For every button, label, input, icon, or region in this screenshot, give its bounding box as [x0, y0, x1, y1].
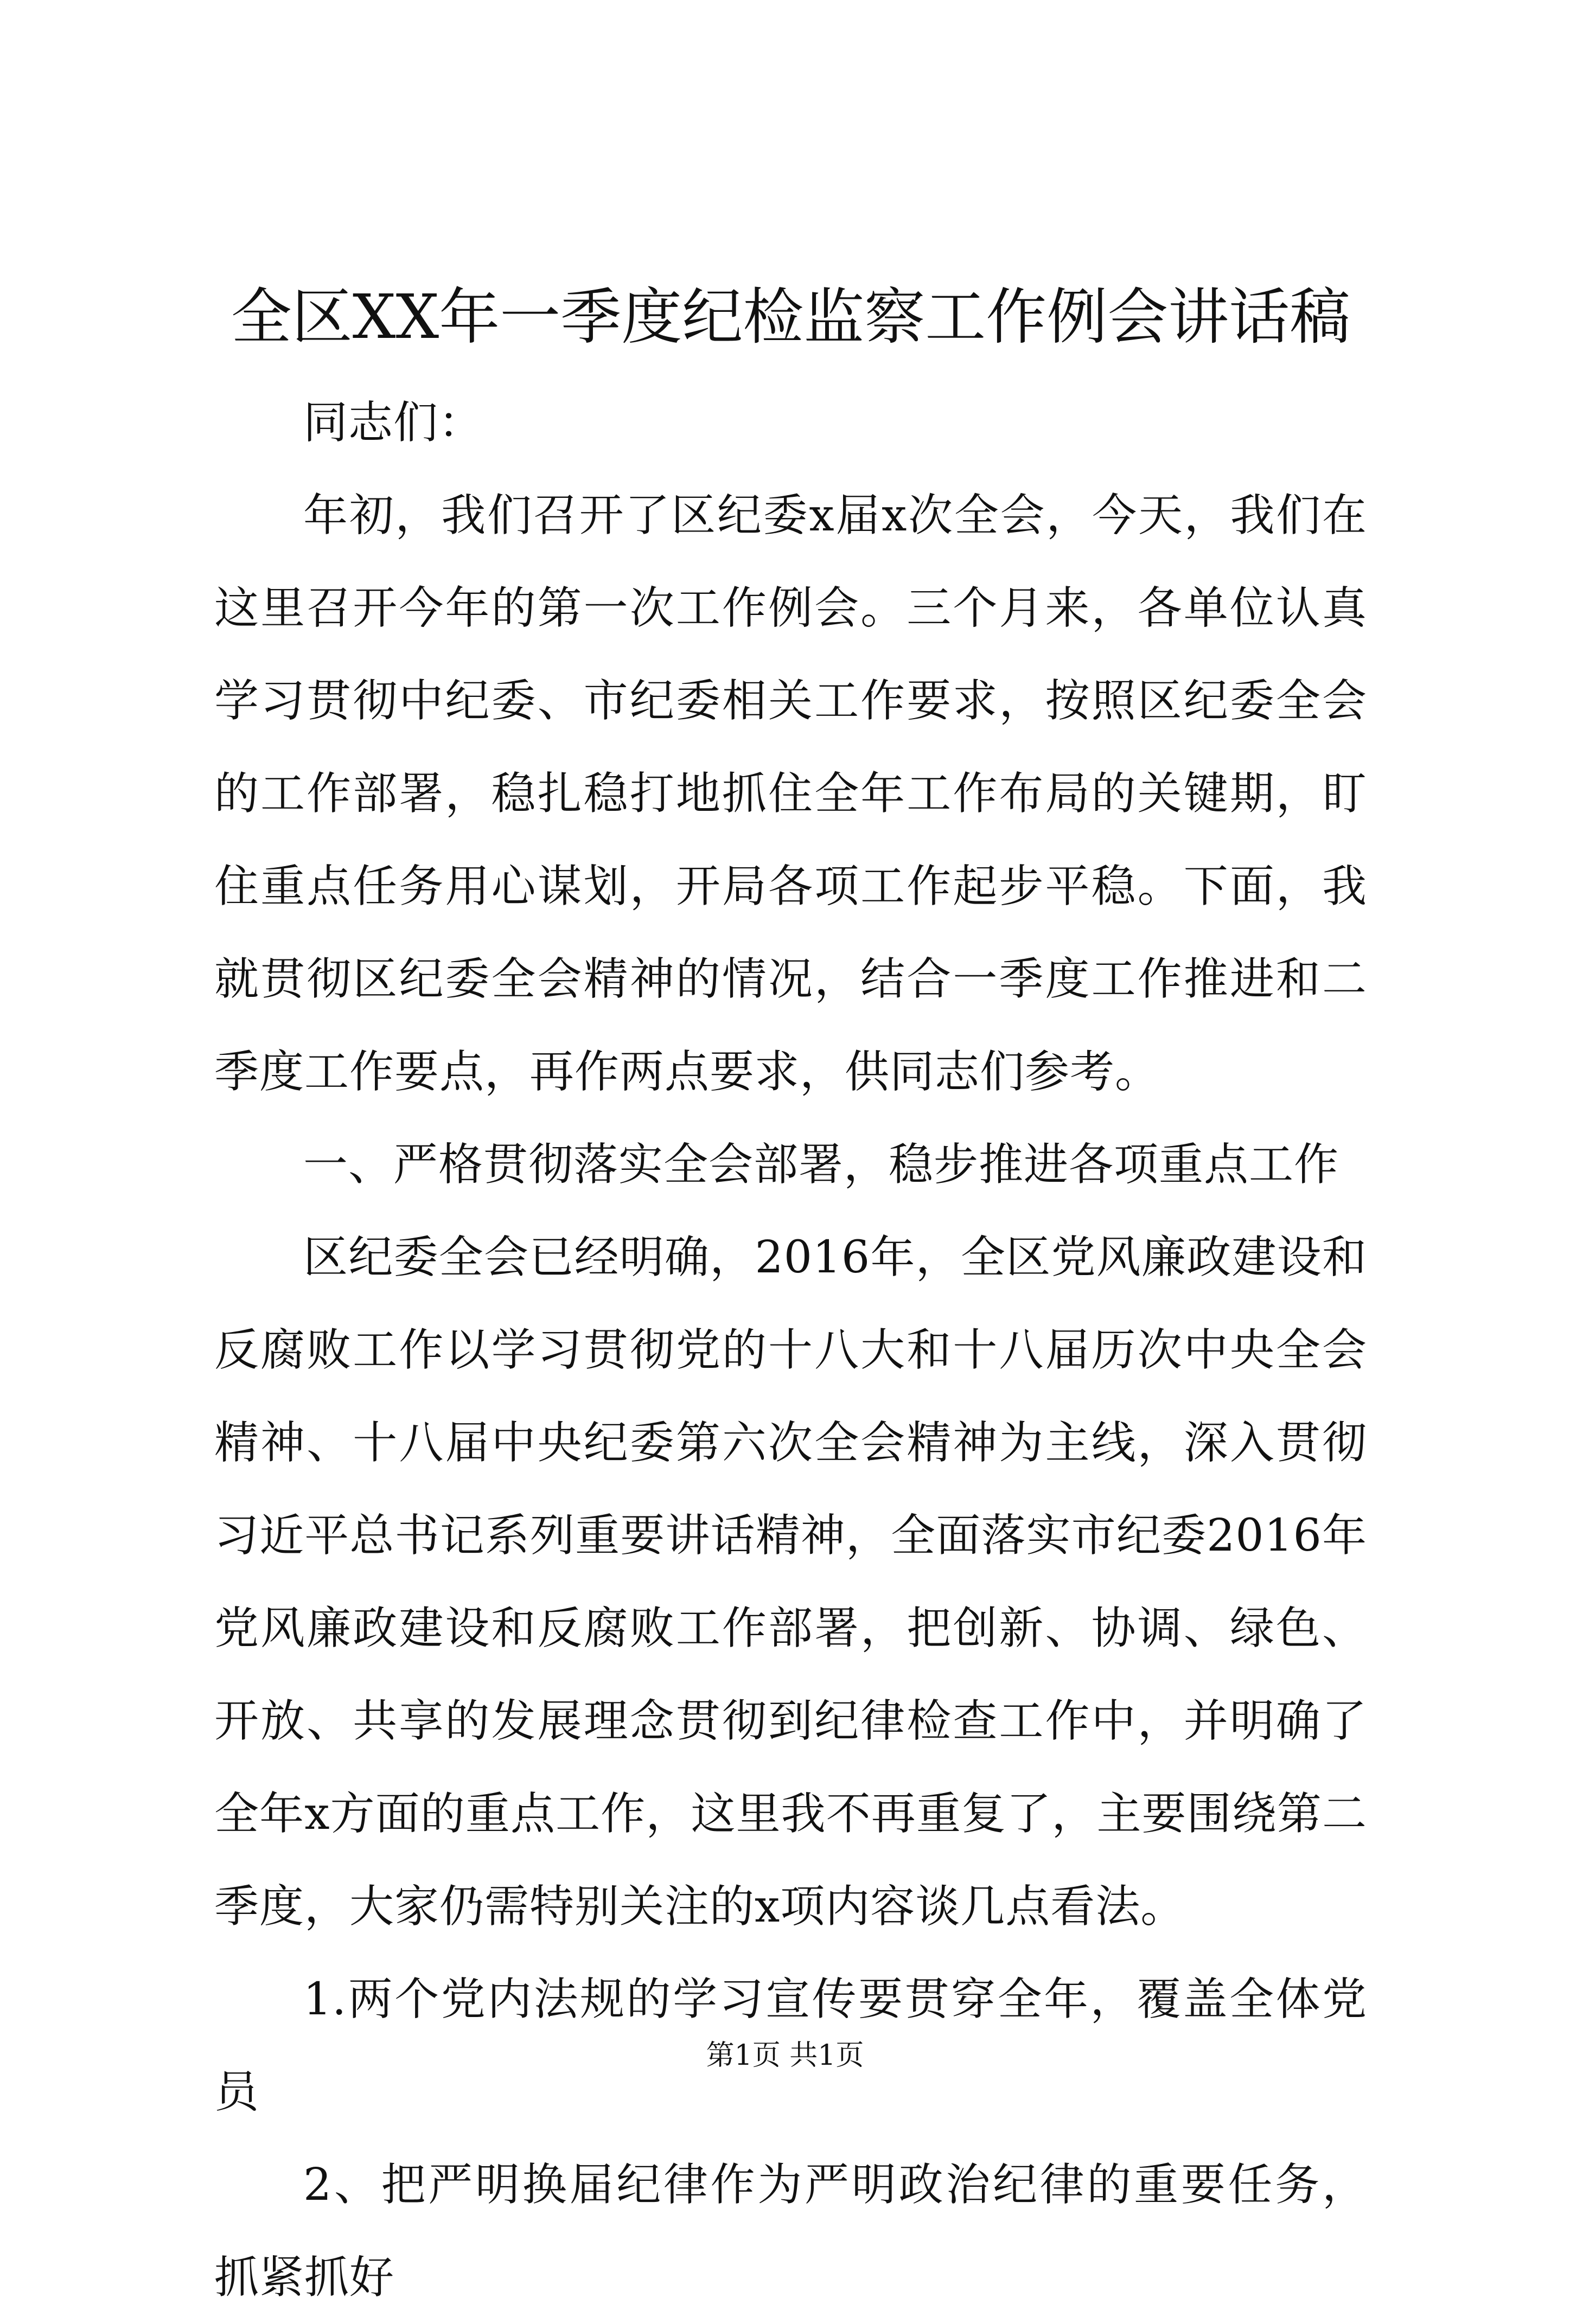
- document-title: 全区XX年一季度纪检监察工作例会讲话稿: [231, 282, 1351, 353]
- paragraph-section-1-body: 区纪委全会已经明确，2016年，全区党风廉政建设和反腐败工作以学习贯彻党的十八大和十八届历次中央全会精神、十八届中央纪委第六次全会精神为主线，深入贯彻习近平总书记系列重要讲话精神，全面落实市纪委2016年党风廉政建设和反腐败工作部署，把创新、协调、绿色、开放、共享的发展理念贯彻到纪律检查工作中，并明确了全年x方面的重点工作，这里我不再重复了，主要围绕第二季度，大家仍需特别关注的x项内容谈几点看法。: [214, 1232, 1367, 1932]
- section-heading-1: 一、严格贯彻落实全会部署，稳步推进各项重点工作: [303, 1139, 1339, 1190]
- paragraph-salutation: 同志们：: [303, 397, 484, 449]
- list-item-1: 1.两个党内法规的学习宣传要贯穿全年，覆盖全体党员: [214, 1974, 1367, 2118]
- list-item-2: 2、把严明换届纪律作为严明政治纪律的重要任务，抓紧抓好: [214, 2159, 1367, 2303]
- document-body: [214, 277, 1367, 2324]
- page-footer: 第1页 共1页: [706, 2039, 864, 2072]
- paragraph-intro: 年初，我们召开了区纪委x届x次全会，今天，我们在这里召开今年的第一次工作例会。三个月来，各单位认真学习贯彻中纪委、市纪委相关工作要求，按照区纪委全会的工作部署，稳扎稳打地抓住全年工作布局的关键期，盯住重点任务用心谋划，开局各项工作起步平稳。下面，我就贯彻区纪委全会精神的情况，结合一季度工作推进和二季度工作要点，再作两点要求，供同志们参考。: [214, 490, 1367, 1098]
